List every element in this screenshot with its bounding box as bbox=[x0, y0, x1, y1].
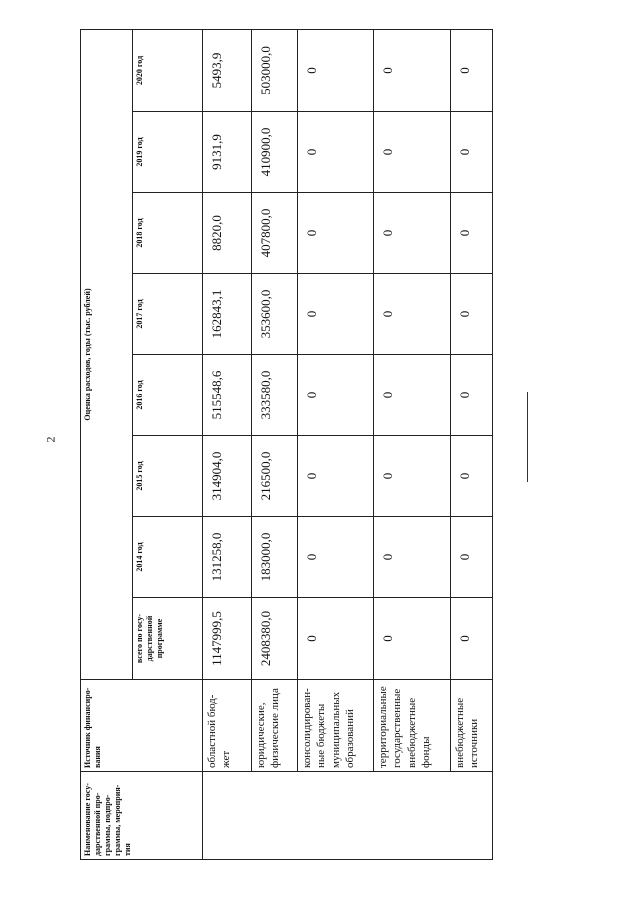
value-cell: 0 bbox=[374, 30, 451, 112]
value-cell: 503000,0 bbox=[252, 30, 298, 112]
value-cell: 216500,0 bbox=[252, 436, 298, 517]
total-cell: 0 bbox=[451, 598, 493, 680]
total-cell: 0 bbox=[374, 598, 451, 680]
header-year: 2020 год bbox=[133, 30, 203, 112]
value-cell: 0 bbox=[451, 30, 493, 112]
value-cell: 515548,6 bbox=[203, 355, 252, 436]
value-cell: 0 bbox=[298, 112, 374, 193]
value-cell: 131258,0 bbox=[203, 517, 252, 598]
value-cell: 0 bbox=[451, 112, 493, 193]
value-cell: 0 bbox=[374, 193, 451, 274]
value-cell: 353600,0 bbox=[252, 274, 298, 355]
value-cell: 0 bbox=[451, 274, 493, 355]
expenditure-table bbox=[80, 29, 493, 860]
header-cost-estimate: Оценка расходов, годы (тыс. рублей) bbox=[81, 30, 133, 680]
page-number: 2 bbox=[43, 436, 58, 443]
value-cell: 0 bbox=[374, 436, 451, 517]
table-rotator bbox=[80, 30, 481, 860]
program-name-cell bbox=[203, 772, 493, 860]
value-cell: 9131,9 bbox=[203, 112, 252, 193]
value-cell: 333580,0 bbox=[252, 355, 298, 436]
value-cell: 0 bbox=[298, 274, 374, 355]
value-cell: 0 bbox=[374, 517, 451, 598]
header-year: 2016 год bbox=[133, 355, 203, 436]
table-row bbox=[252, 30, 298, 860]
value-cell: 0 bbox=[451, 517, 493, 598]
value-cell: 0 bbox=[298, 193, 374, 274]
value-cell: 0 bbox=[374, 355, 451, 436]
source-cell: юридические, физические лица bbox=[252, 680, 298, 772]
value-cell: 0 bbox=[374, 112, 451, 193]
header-year: 2014 год bbox=[133, 517, 203, 598]
value-cell: 410900,0 bbox=[252, 112, 298, 193]
header-program-name: Наименование госу-дарственной про-граммы, подпро-граммы, мероприя-тия bbox=[81, 772, 203, 860]
value-cell: 183000,0 bbox=[252, 517, 298, 598]
total-cell: 0 bbox=[298, 598, 374, 680]
header-year: 2019 год bbox=[133, 112, 203, 193]
header-year: 2015 год bbox=[133, 436, 203, 517]
value-cell: 0 bbox=[451, 355, 493, 436]
value-cell: 407800,0 bbox=[252, 193, 298, 274]
header-year: 2017 год bbox=[133, 274, 203, 355]
value-cell: 0 bbox=[374, 274, 451, 355]
table-row bbox=[298, 30, 374, 860]
rotated-table-container bbox=[80, 30, 481, 860]
header-total: всего по госу-дарственной программе bbox=[133, 598, 203, 680]
total-cell: 1147999,5 bbox=[203, 598, 252, 680]
source-cell: внебюджетные источники bbox=[451, 680, 493, 772]
value-cell: 8820,0 bbox=[203, 193, 252, 274]
value-cell: 0 bbox=[298, 517, 374, 598]
source-cell: областной бюд-жет bbox=[203, 680, 252, 772]
signature-line bbox=[527, 392, 528, 482]
source-cell: консолидирован-ные бюджеты муниципальных образований bbox=[298, 680, 374, 772]
header-financing-source: Источник финансиро-вания bbox=[81, 680, 203, 772]
header-year: 2018 год bbox=[133, 193, 203, 274]
value-cell: 0 bbox=[451, 436, 493, 517]
value-cell: 162843,1 bbox=[203, 274, 252, 355]
value-cell: 0 bbox=[298, 436, 374, 517]
total-cell: 2408380,0 bbox=[252, 598, 298, 680]
value-cell: 0 bbox=[451, 193, 493, 274]
table-row bbox=[451, 30, 493, 860]
value-cell: 5493,9 bbox=[203, 30, 252, 112]
source-cell: территориальные государственные внебюджетные фонды bbox=[374, 680, 451, 772]
value-cell: 0 bbox=[298, 30, 374, 112]
table-row bbox=[203, 30, 252, 860]
value-cell: 314904,0 bbox=[203, 436, 252, 517]
table-row bbox=[374, 30, 451, 860]
value-cell: 0 bbox=[298, 355, 374, 436]
